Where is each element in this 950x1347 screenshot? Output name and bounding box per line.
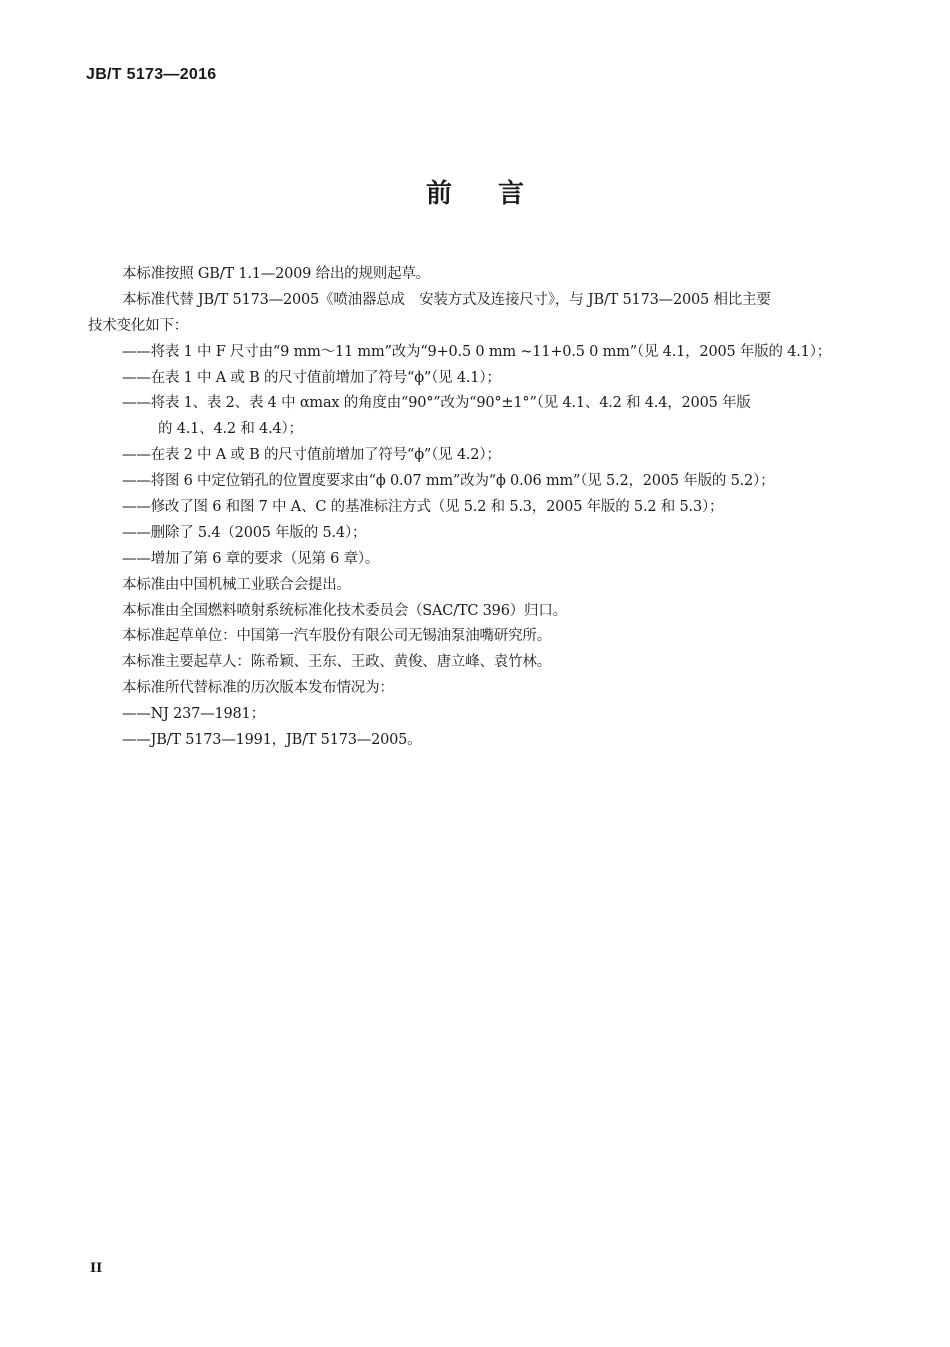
page-number: II — [90, 1261, 103, 1276]
paragraph-drafting-rules: 本标准按照 GB/T 1.1—2009 给出的规则起草。 — [122, 266, 430, 282]
document-body — [88, 262, 864, 754]
paragraph-replaces-continued: 技术变化如下： — [88, 317, 189, 334]
change-item: ——将表 1、表 2、表 4 中 αmax 的角度由“90°”改为“90°±1°”（见 4.1、4.2 和 4.4，2005 年版 — [122, 395, 751, 412]
change-item: ——在表 2 中 A 或 B 的尺寸值前增加了符号“ϕ”（见 4.2）； — [122, 447, 501, 464]
paragraph-drafters: 本标准主要起草人：陈希颖、王东、王政、黄俊、唐立峰、袁竹林。 — [122, 654, 551, 671]
paragraph-history: 本标准所代替标准的历次版本发布情况为： — [122, 680, 394, 697]
change-item: ——将图 6 中定位销孔的位置度要求由“ϕ 0.07 mm”改为“ϕ 0.06 mm”（见 5.2，2005 年版的 5.2）； — [122, 473, 775, 490]
history-item: ——NJ 237—1981； — [122, 706, 265, 723]
paragraph-committee: 本标准由全国燃料喷射系统标准化技术委员会（SAC/TC 396）归口。 — [122, 602, 567, 619]
change-item-continued: 的 4.1、4.2 和 4.4）； — [158, 421, 303, 438]
paragraph-proposer: 本标准由中国机械工业联合会提出。 — [122, 576, 351, 593]
document-code: JB/T 5173—2016 — [86, 66, 217, 83]
paragraph-replaces: 本标准代替 JB/T 5173—2005《喷油器总成 安装方式及连接尺寸》，与 JB/T 5173—2005 相比主要 — [122, 291, 771, 308]
change-item: ——增加了第 6 章的要求（见第 6 章）。 — [122, 550, 380, 567]
history-item: ——JB/T 5173—1991，JB/T 5173—2005。 — [122, 732, 422, 749]
change-item: ——删除了 5.4（2005 年版的 5.4）； — [122, 524, 367, 541]
change-item: ——修改了图 6 和图 7 中 A、C 的基准标注方式（见 5.2 和 5.3，2005 年版的 5.2 和 5.3）； — [122, 499, 724, 516]
change-item: ——在表 1 中 A 或 B 的尺寸值前增加了符号“ϕ”（见 4.1）； — [122, 369, 501, 386]
page-title: 前言 — [425, 179, 570, 209]
paragraph-drafting-unit: 本标准起草单位：中国第一汽车股份有限公司无锡油泵油嘴研究所。 — [122, 628, 551, 645]
change-item: ——将表 1 中 F 尺寸由“9 mm～11 mm”改为“9+0.5 0 mm ~11+0.5 0 mm”（见 4.1，2005 年版的 4.1）； — [122, 343, 832, 360]
